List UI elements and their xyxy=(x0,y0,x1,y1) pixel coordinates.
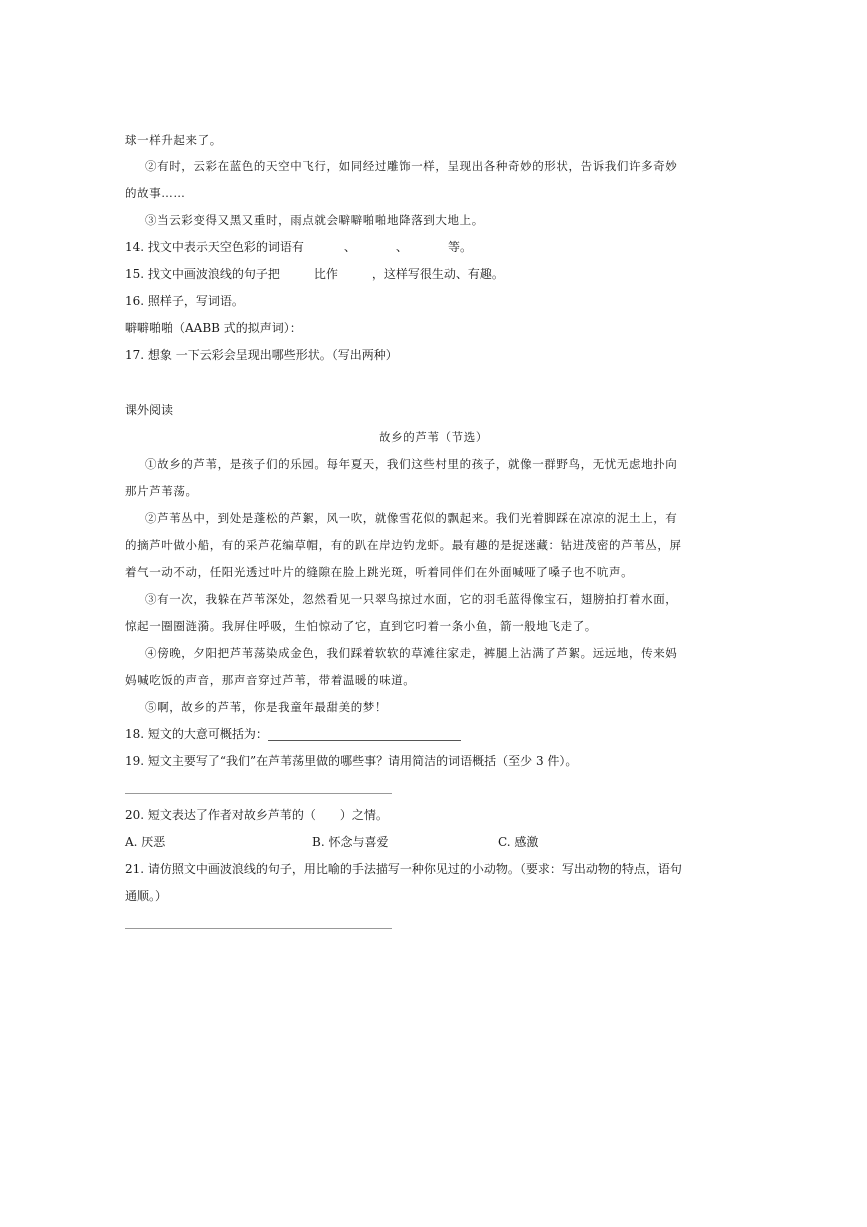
passage2-p1-line1: ①故乡的芦苇，是孩子们的乐园。每年夏天，我们这些村里的孩子，就像一群野鸟，无忧无虑地扑向 xyxy=(145,457,678,471)
question-15 xyxy=(125,266,504,282)
question-21-line2: 通顺。） xyxy=(125,889,168,903)
q20-option-a[interactable]: A. 厌恶 xyxy=(125,835,166,849)
question-18: 18. 短文的大意可概括为： xyxy=(125,727,268,741)
question-17: 17. 想象 一下云彩会呈现出哪些形状。（写出两种） xyxy=(125,348,398,362)
q15-text: 15. 找文中画波浪线的句子把 xyxy=(125,267,280,281)
passage1-para2-line2: 的故事…… xyxy=(125,186,186,200)
question-16-example: 噼噼啪啪（AABB 式的拟声词）： xyxy=(125,321,302,335)
passage2-p2-line2: 的摘芦叶做小船，有的采芦花编草帽，有的趴在岸边钓龙虾。最有趣的是捉迷藏：钻进茂密的芦苇丛，屏 xyxy=(125,538,682,552)
section-title: 课外阅读 xyxy=(125,403,174,417)
q20-option-b[interactable]: B. 怀念与喜爱 xyxy=(312,835,389,849)
question-14 xyxy=(125,239,472,255)
q18-answer-line[interactable] xyxy=(268,740,461,741)
passage1-para2-line1: ②有时，云彩在蓝色的天空中飞行，如同经过雕饰一样，呈现出各种奇妙的形状，告诉我们许多奇妙 xyxy=(145,159,678,173)
passage1-para3: ③当云彩变得又黑又重时，雨点就会噼噼啪啪地降落到大地上。 xyxy=(145,213,484,227)
question-19: 19. 短文主要写了“我们”在芦苇荡里做的哪些事？请用简洁的词语概括（至少 3 件）。 xyxy=(125,754,578,768)
q15-compare: 比作 xyxy=(313,267,338,281)
passage2-p3-line2: 惊起一圈圈涟漪。我屏住呼吸，生怕惊动了它，直到它叼着一条小鱼，箭一般地飞走了。 xyxy=(125,619,597,633)
q20-option-c[interactable]: C. 感激 xyxy=(498,835,539,849)
question-20: 20. 短文表达了作者对故乡芦苇的（ ）之情。 xyxy=(125,808,388,822)
question-21-line1: 21. 请仿照文中画波浪线的句子，用比喻的手法描写一种你见过的小动物。（要求：写出动物的特点，语句 xyxy=(125,862,682,876)
passage2-p1-line2: 那片芦苇荡。 xyxy=(125,484,198,498)
passage2-p2-line3: 着气一动不动，任阳光透过叶片的缝隙在脸上跳光斑，听着同伴们在外面喊哑了嗓子也不吭声。 xyxy=(125,565,634,579)
q14-separator-1: 、 xyxy=(343,240,356,254)
q21-answer-line[interactable] xyxy=(125,928,392,929)
passage2-p4-line2: 妈喊吃饭的声音，那声音穿过芦苇，带着温暖的味道。 xyxy=(125,673,416,687)
q14-text: 14. 找文中表示天空色彩的词语有 xyxy=(125,240,304,254)
question-16: 16. 照样子，写词语。 xyxy=(125,294,244,308)
passage1-line: 球一样升起来了。 xyxy=(125,133,222,147)
q15-end: ，这样写很生动、有趣。 xyxy=(371,267,504,281)
passage2-p4-line1: ④傍晚，夕阳把芦苇荡染成金色，我们踩着软软的草滩往家走，裤腿上沾满了芦絮。远远地，传来妈 xyxy=(145,646,678,660)
passage2-p2-line1: ②芦苇丛中，到处是蓬松的芦絮，风一吹，就像雪花似的飘起来。我们光着脚踩在凉凉的泥土上，有 xyxy=(145,511,678,525)
q14-separator-2: 、 xyxy=(395,240,408,254)
passage2-p5: ⑤啊，故乡的芦苇，你是我童年最甜美的梦！ xyxy=(145,700,387,714)
passage2-p3-line1: ③有一次，我躲在芦苇深处，忽然看见一只翠鸟掠过水面，它的羽毛蓝得像宝石，翅膀拍打着水面， xyxy=(145,592,678,606)
q19-answer-line[interactable] xyxy=(125,793,392,794)
passage2-title: 故乡的芦苇（节选） xyxy=(379,430,488,444)
q14-end: 等。 xyxy=(447,240,472,254)
